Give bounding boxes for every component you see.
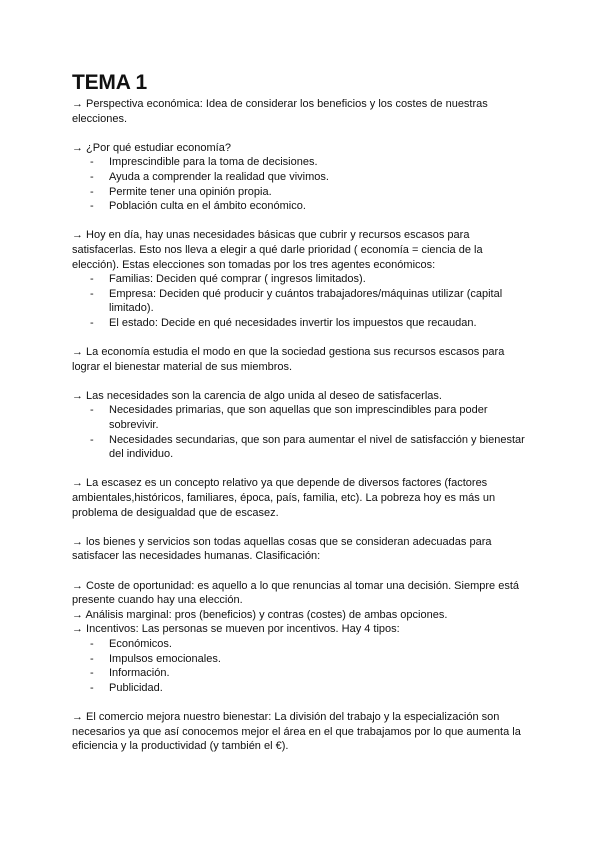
spacer [72, 374, 532, 389]
spacer [72, 214, 532, 229]
page-title: TEMA 1 [72, 71, 148, 94]
list-incentivos [72, 637, 532, 695]
list-item: - Familias: Deciden qué comprar ( ingresos limitados). [72, 272, 532, 287]
paragraph-necesidades-basicas: → Hoy en día, hay unas necesidades básicas que cubrir y recursos escasos para satisfacerlas. Esto nos lleva a elegir a qué darle prioridad ( economía = ciencia de la elección). Estas elecciones son tomadas por los tres agentes económicos: [72, 229, 483, 271]
paragraph-coste-oportunidad: → Coste de oportunidad: es aquello a lo que renuncias al tomar una decisión. Siempre está presente cuando hay una elección. [72, 579, 519, 607]
list-item: - Empresa: Deciden qué producir y cuántos trabajadores/máquinas utilizar (capital limitado). [72, 287, 532, 316]
spacer [72, 462, 532, 477]
list-item: - Permite tener una opinión propia. [72, 185, 532, 200]
paragraph-por-que-estudiar: → ¿Por qué estudiar economía? [72, 141, 231, 154]
list-item: - Imprescindible para la toma de decisiones. [72, 155, 532, 170]
spacer [72, 695, 532, 710]
list-item: - Económicos. [72, 637, 532, 652]
spacer [72, 564, 532, 579]
list-item: - Impulsos emocionales. [72, 652, 532, 667]
paragraph-escasez: → La escasez es un concepto relativo ya que depende de diversos factores (factores ambientales,históricos, familiares, época, país, familia, etc). La pobreza hoy es más un problema de desigualdad que de escasez. [72, 477, 496, 519]
paragraph-incentivos: → Incentivos: Las personas se mueven por incentivos. Hay 4 tipos: [72, 623, 400, 636]
spacer [72, 520, 532, 535]
list-item: - Publicidad. [72, 681, 532, 696]
spacer [72, 331, 532, 346]
list-agentes [72, 272, 532, 330]
list-item: - Ayuda a comprender la realidad que vivimos. [72, 170, 532, 185]
list-item: - Necesidades secundarias, que son para aumentar el nivel de satisfacción y bienestar del individuo. [72, 433, 532, 462]
list-razones [72, 155, 532, 213]
spacer [72, 126, 532, 141]
document-page [72, 71, 532, 754]
list-item: - El estado: Decide en qué necesidades invertir los impuestos que recaudan. [72, 316, 532, 331]
paragraph-perspectiva: → Perspectiva económica: Idea de considerar los beneficios y los costes de nuestras elecciones. [72, 98, 488, 125]
list-item: - Población culta en el ámbito económico. [72, 199, 532, 214]
paragraph-economia-estudia: → La economía estudia el modo en que la sociedad gestiona sus recursos escasos para lograr el bienestar material de sus miembros. [72, 346, 505, 373]
paragraph-analisis-marginal: → Análisis marginal: pros (beneficios) y contras (costes) de ambas opciones. [72, 608, 448, 621]
paragraph-comercio: → El comercio mejora nuestro bienestar: La división del trabajo y la especialización son necesarios ya que así conocemos mejor el área en el que trabajamos por lo que aumenta la eficiencia y la productividad (y también el €). [72, 710, 521, 753]
list-necesidades [72, 403, 532, 461]
list-item: - Necesidades primarias, que son aquellas que son imprescindibles para poder sobrevivir. [72, 403, 532, 432]
list-item: - Información. [72, 666, 532, 681]
paragraph-necesidades: → Las necesidades son la carencia de algo unida al deseo de satisfacerlas. [72, 389, 442, 402]
paragraph-bienes-servicios: → los bienes y servicios son todas aquellas cosas que se consideran adecuadas para satisfacer las necesidades humanas. Clasificación: [72, 535, 492, 563]
